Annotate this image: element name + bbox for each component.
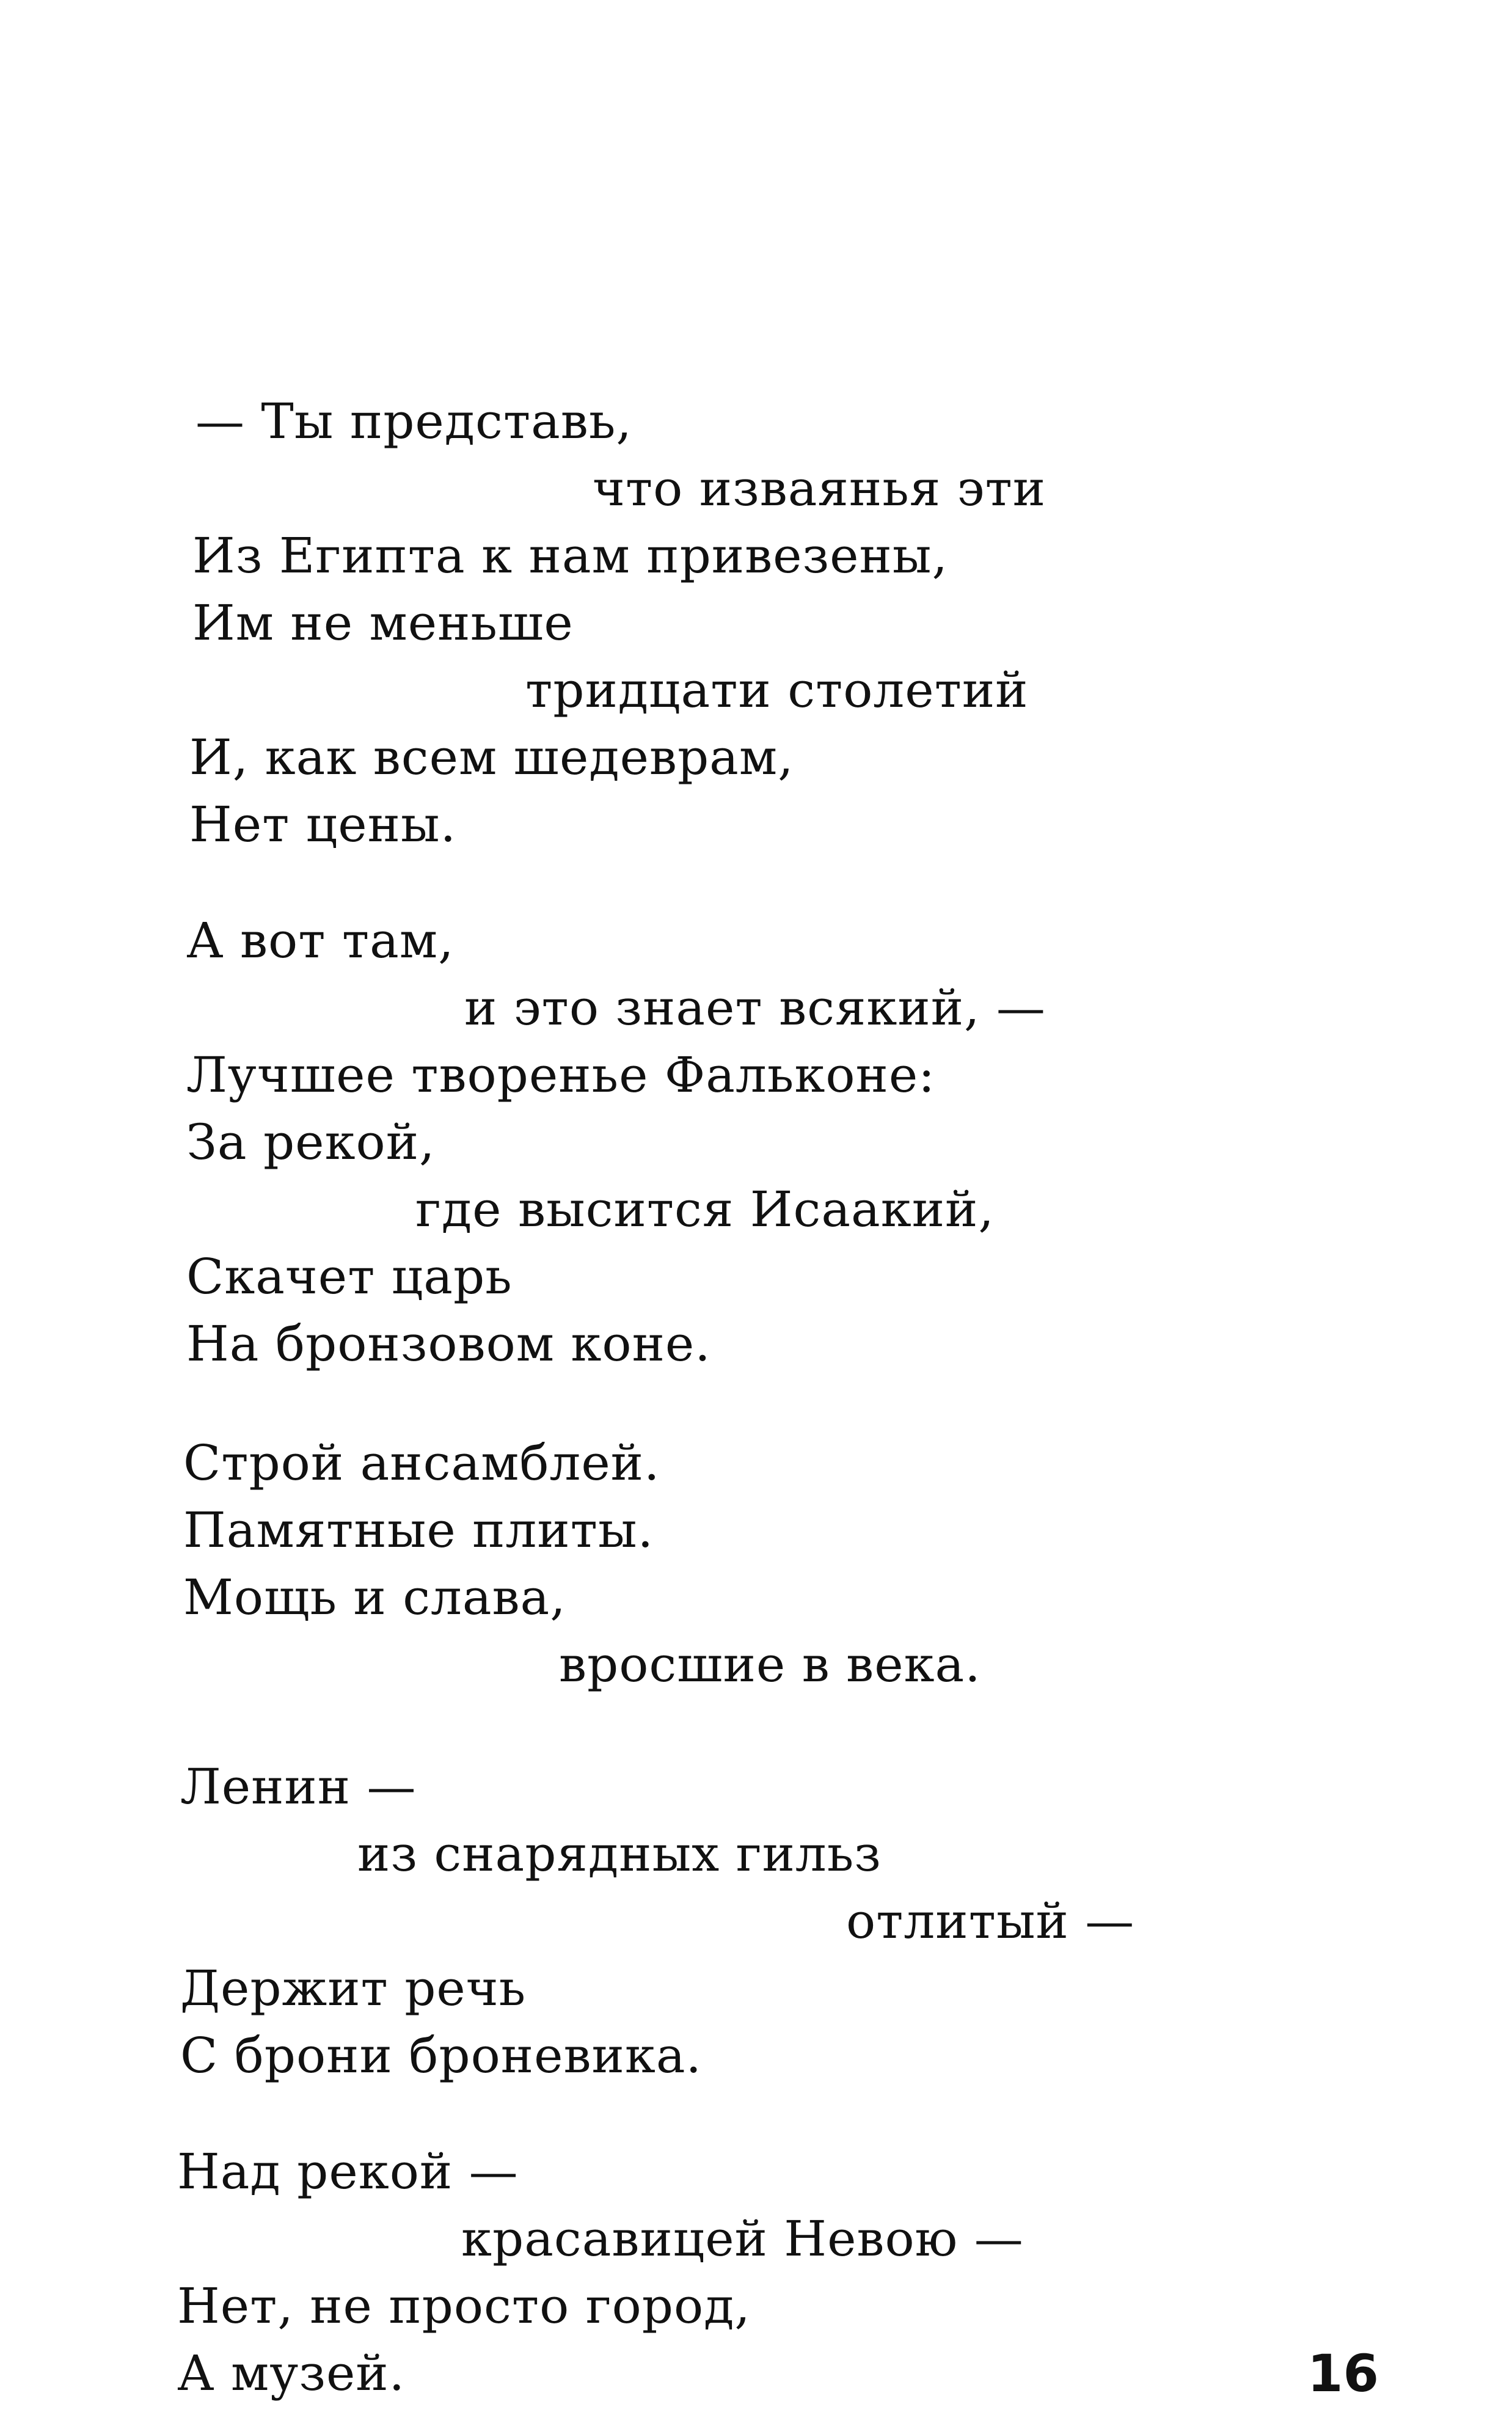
poem-line: Над рекой —: [177, 2143, 519, 2200]
poem-line: Строй ансамблей.: [183, 1434, 660, 1491]
poem-line: Нет цены.: [189, 796, 457, 853]
poem-line: Держит речь: [180, 1960, 527, 2017]
poem-line: На бронзовом коне.: [186, 1315, 711, 1372]
poem-line: Им не меньше: [192, 594, 574, 651]
page-number: 16: [1307, 2344, 1379, 2403]
poem-line: А музей.: [177, 2345, 406, 2402]
poem-line: А вот там,: [186, 912, 455, 969]
poem-line: Мощь и слава,: [183, 1569, 566, 1626]
poem-line: Лучшее творенье Фальконе:: [186, 1047, 936, 1103]
poem-line: Из Египта к нам привезены,: [192, 527, 948, 584]
poem-line: отлитый —: [846, 1893, 1135, 1949]
poem-line: Памятные плиты.: [183, 1502, 654, 1558]
poem-line: — Ты представь,: [195, 393, 632, 450]
poem-line: красавицей Невою —: [461, 2210, 1024, 2267]
poem-line: Скачет царь: [186, 1248, 513, 1305]
poem-line: Нет, не просто город,: [177, 2278, 751, 2334]
poem-line: вросшие в века.: [559, 1636, 981, 1693]
poem-line: тридцати столетий: [525, 662, 1029, 718]
poem-line: что изваянья эти: [593, 460, 1046, 517]
poem-line: где высится Исаакий,: [415, 1181, 995, 1238]
poem-line: С брони броневика.: [180, 2027, 702, 2084]
poem-line: За рекой,: [186, 1114, 436, 1171]
poem-line: И, как всем шедеврам,: [189, 729, 794, 786]
poem-line: и это знает всякий, —: [464, 979, 1046, 1036]
poem-line: Ленин —: [180, 1758, 417, 1815]
poem-line: из снарядных гильз: [357, 1825, 882, 1882]
